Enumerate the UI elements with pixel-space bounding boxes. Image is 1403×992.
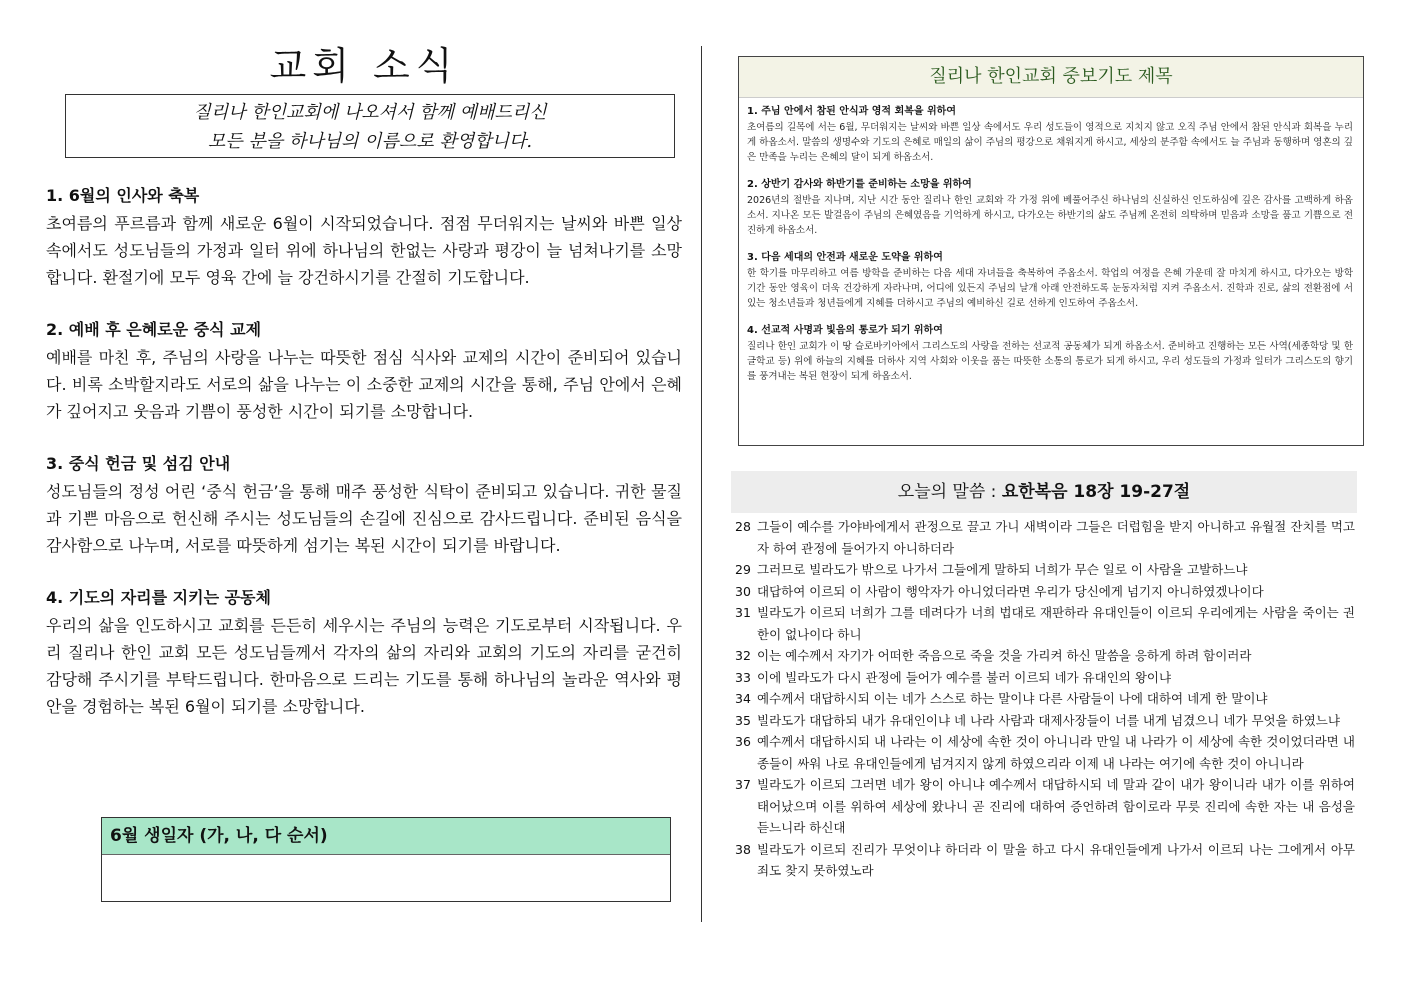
prayer-item-body: 2026년의 절반을 지나며, 지난 시간 동안 질리나 한인 교회와 각 가정 위에 베풀어주신 하나님의 신실하신 인도하심에 깊은 감사를 고백하게 하옵소서. 지나온 모든 발걸음이 주님의 은혜였음을 기억하게 하시고, 다가오는 하반기의 삶도 주님께 온전히 의탁하며 믿음과 소망을 품고 기쁨으로 전진하게 하옵소서. — [747, 195, 1353, 236]
section-title: 4. 기도의 자리를 지키는 공동체 — [46, 588, 271, 607]
section-title: 2. 예배 후 은혜로운 중식 교제 — [46, 320, 262, 339]
verse-row — [735, 645, 1355, 667]
prayer-item — [747, 323, 1353, 384]
todays-word-header — [731, 471, 1357, 513]
verse-text: 예수께서 대답하시되 이는 네가 스스로 하는 말이냐 다른 사람들이 나에 대하여 네게 한 말이냐 — [757, 691, 1268, 706]
verse-number: 28 — [735, 519, 751, 534]
verse-row — [735, 667, 1355, 689]
section-3 — [46, 450, 682, 559]
verse-text: 이에 빌라도가 다시 관정에 들어가 예수를 불러 이르되 네가 유대인의 왕이냐 — [757, 669, 1172, 685]
prayer-item-body: 초여름의 길목에 서는 6월, 무더워지는 날씨와 바쁜 일상 속에서도 우리 성도들이 영적으로 지치지 않고 오직 주님 안에서 참된 안식과 회복을 누리게 하옵소서. 말씀의 생명수와 기도의 은혜로 매일의 삶이 주님의 평강으로 채워지게 하시고, 세상의 분주함 속에서도 늘 주님과 동행하며 영혼의 깊은 만족을 누리는 은혜의 달이 되게 하옵소서. — [747, 122, 1353, 163]
prayer-item-body: 한 학기를 마무리하고 여름 방학을 준비하는 다음 세대 자녀들을 축복하여 주옵소서. 학업의 여정을 은혜 가운데 잘 마치게 하시고, 다가오는 방학 기간 동안 영육이 더욱 건강하게 자라나며, 어디에 있든지 주님의 날개 아래 안전하도록 눈동자처럼 지켜 주옵소서. 진학과 진로, 삶의 전환점에 서 있는 청소년들과 청년들에게 지혜를 더하시고 주님의 예비하신 길로 선하게 인도하여 주옵소서. — [747, 268, 1353, 309]
prayer-list — [739, 98, 1363, 384]
verse-row — [735, 581, 1355, 603]
left-column — [46, 38, 682, 720]
birthday-box — [101, 817, 671, 902]
verse-number: 32 — [735, 648, 751, 663]
verse-number: 34 — [735, 691, 751, 706]
section-body: 우리의 삶을 인도하시고 교회를 든든히 세우시는 주님의 능력은 기도로부터 시작됩니다. 우리 질리나 한인 교회 모든 성도님들께서 각자의 삶의 자리와 교회의 기도의 자리를 굳건히 감당해 주시기를 부탁드립니다. 한마음으로 드리는 기도를 통해 하나님의 놀라운 역사와 평안을 경험하는 복된 6월이 되기를 소망합니다. — [46, 616, 682, 716]
prayer-item-title: 4. 선교적 사명과 빛음의 통로가 되기 위하여 — [747, 325, 943, 336]
section-body: 성도님들의 정성 어린 ‘중식 헌금’을 통해 매주 풍성한 식탁이 준비되고 있습니다. 귀한 물질과 기쁜 마음으로 헌신해 주시는 성도님들의 손길에 진심으로 감사드립니다. 준비된 음식을 감사함으로 나누며, 서로를 따뜻하게 섬기는 복된 시간이 되기를 바랍니다. — [46, 482, 682, 555]
prayer-item-title: 2. 상반기 감사와 하반기를 준비하는 소망을 위하여 — [747, 179, 972, 190]
verse-text: 빌라도가 이르되 진리가 무엇이냐 하더라 이 말을 하고 다시 유대인들에게 나가서 이르되 나는 그에게서 아무 죄도 찾지 못하였노라 — [757, 841, 1355, 878]
prayer-item — [747, 250, 1353, 311]
verse-row — [735, 516, 1355, 559]
prayer-item — [747, 177, 1353, 238]
verse-text: 대답하여 이르되 이 사람이 행악자가 아니었더라면 우리가 당신에게 넘기지 아니하였겠나이다 — [757, 583, 1264, 599]
prayer-title: 질리나 한인교회 중보기도 제목 — [739, 57, 1363, 98]
verse-text: 그러므로 빌라도가 밖으로 나가서 그들에게 말하되 너희가 무슨 일로 이 사람을 고발하느냐 — [757, 562, 1248, 577]
verse-row — [735, 688, 1355, 710]
verse-row — [735, 774, 1355, 839]
prayer-box — [738, 56, 1364, 446]
verse-number: 35 — [735, 712, 751, 728]
verse-list — [735, 516, 1355, 882]
todays-word-reference: 요한복음 18장 19-27절 — [1001, 482, 1191, 502]
section-1 — [46, 182, 682, 291]
verse-row — [735, 559, 1355, 581]
section-body: 예배를 마친 후, 주님의 사랑을 나누는 따뜻한 점심 식사와 교제의 시간이 준비되어 있습니다. 비록 소박할지라도 서로의 삶을 나누는 이 소중한 교제의 시간을 통해, 주님 안에서 은혜가 깊어지고 웃음과 기쁨이 풍성한 시간이 되기를 소망합니다. — [46, 348, 682, 421]
section-title: 3. 중식 헌금 및 섬김 안내 — [46, 454, 231, 473]
verse-row — [735, 731, 1355, 774]
verse-text: 예수께서 대답하시되 내 나라는 이 세상에 속한 것이 아니니라 만일 내 나라가 이 세상에 속한 것이었더라면 내 종들이 싸워 나로 유대인들에게 넘겨지지 않게 하였으리라 이제 내 나라는 여기에 속한 것이 아니니라 — [757, 734, 1355, 771]
verse-number: 36 — [735, 734, 751, 749]
verse-number: 37 — [735, 777, 751, 792]
page-title: 교회 소식 — [269, 44, 459, 88]
birthday-title: 6월 생일자 (가, 나, 다 순서) — [102, 818, 670, 855]
verse-number: 31 — [735, 605, 751, 620]
verse-number: 29 — [735, 562, 751, 577]
prayer-item — [747, 104, 1353, 165]
section-4 — [46, 584, 682, 720]
verse-text: 이는 예수께서 자기가 어떠한 죽음으로 죽을 것을 가리켜 하신 말씀을 응하게 하려 함이러라 — [757, 648, 1252, 663]
verse-row — [735, 839, 1355, 882]
verse-number: 33 — [735, 669, 751, 685]
verse-text: 빌라도가 대답하되 내가 유대인이냐 네 나라 사람과 대제사장들이 너를 내게 넘겼으니 네가 무엇을 하였느냐 — [757, 712, 1340, 728]
column-divider — [701, 46, 702, 922]
section-title: 1. 6월의 인사와 축복 — [46, 186, 200, 205]
welcome-box — [65, 94, 675, 158]
prayer-item-body: 질리나 한인 교회가 이 땅 슬로바키아에서 그리스도의 사랑을 전하는 선교적 공동체가 되게 하옵소서. 준비하고 진행하는 모든 사역(세종학당 및 한글학교 등) 위에 하늘의 지혜를 더하사 지역 사회와 이웃을 품는 따뜻한 소통의 통로가 되게 하시고, 우리 성도들의 가정과 일터가 그리스도의 향기를 풍겨내는 복된 현장이 되게 하옵소서. — [747, 341, 1353, 382]
verse-text: 빌라도가 이르되 그러면 네가 왕이 아니냐 예수께서 대답하시되 네 말과 같이 내가 왕이니라 내가 이를 위하여 태어났으며 이를 위하여 세상에 왔나니 곧 진리에 대하여 증언하려 함이로라 무릇 진리에 속한 자는 내 음성을 듣느니라 하신대 — [757, 777, 1355, 835]
verse-text: 빌라도가 이르되 너희가 그를 데려다가 너희 법대로 재판하라 유대인들이 이르되 우리에게는 사람을 죽이는 권한이 없나이다 하니 — [757, 605, 1355, 642]
todays-word-prefix: 오늘의 말씀 : — [897, 482, 1002, 502]
verse-number: 38 — [735, 841, 751, 857]
welcome-line-1: 질리나 한인교회에 나오셔서 함께 예배드리신 — [193, 102, 547, 123]
section-body: 초여름의 푸르름과 함께 새로운 6월이 시작되었습니다. 점점 무더워지는 날씨와 바쁜 일상 속에서도 성도님들의 가정과 일터 위에 하나님의 한없는 사랑과 평강이 늘 넘쳐나기를 소망합니다. 환절기에 모두 영육 간에 늘 강건하시기를 간절히 기도합니다. — [46, 214, 682, 287]
section-2 — [46, 316, 682, 425]
prayer-item-title: 3. 다음 세대의 안전과 새로운 도약을 위하여 — [747, 252, 943, 263]
verse-row — [735, 710, 1355, 732]
verse-row — [735, 602, 1355, 645]
verse-text: 그들이 예수를 가야바에게서 관정으로 끌고 가니 새벽이라 그들은 더럽힘을 받지 아니하고 유월절 잔치를 먹고자 하여 관정에 들어가지 아니하더라 — [757, 519, 1355, 556]
welcome-line-2: 모든 분을 하나님의 이름으로 환영합니다. — [207, 131, 533, 152]
verse-number: 30 — [735, 583, 751, 599]
prayer-item-title: 1. 주님 안에서 참된 안식과 영적 회복을 위하여 — [747, 106, 957, 117]
